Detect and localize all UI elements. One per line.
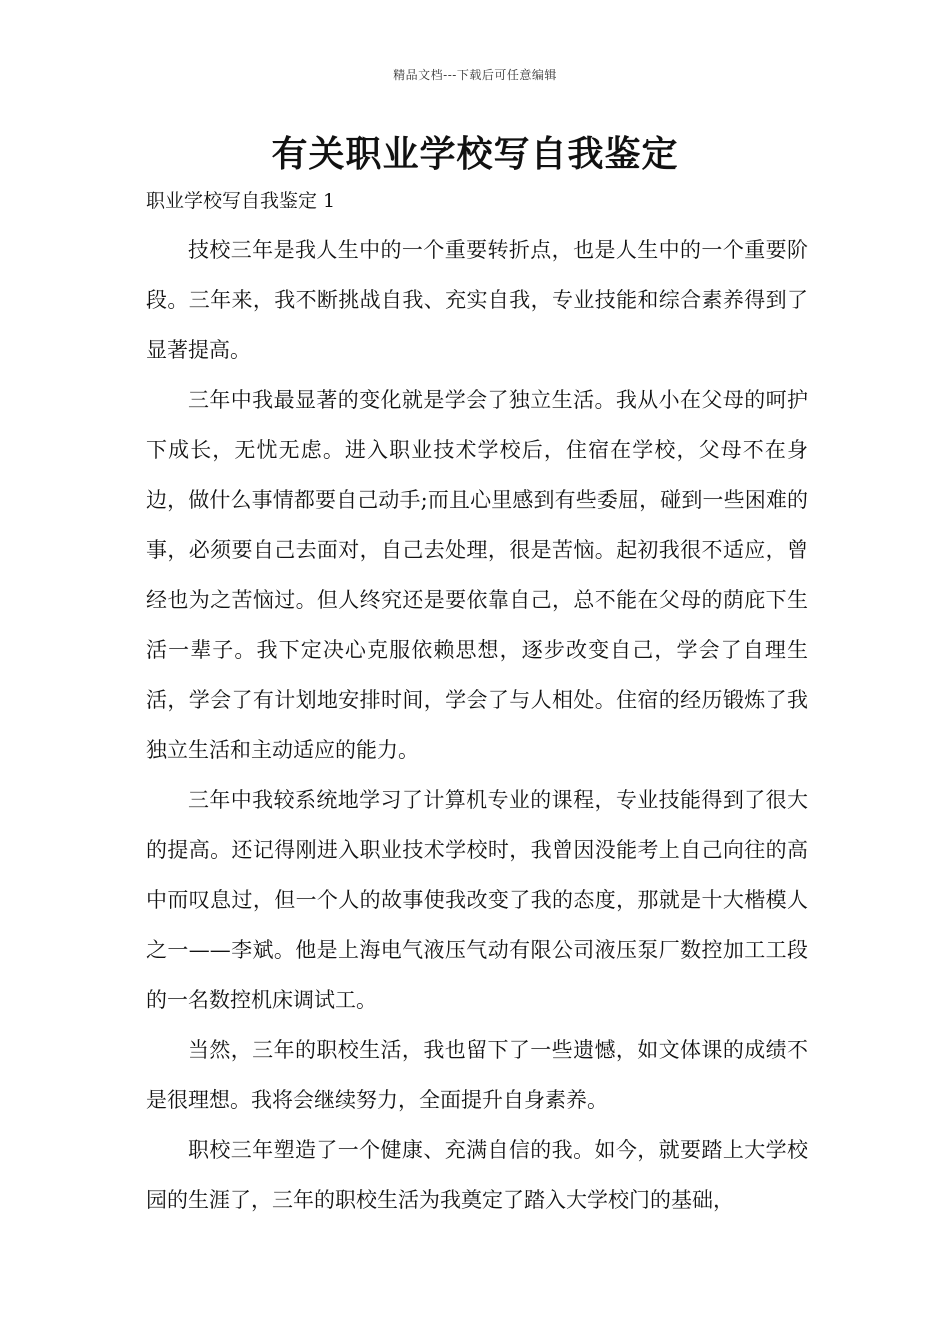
body-text (146, 225, 808, 1225)
page-title: 有关职业学校写自我鉴定 (271, 134, 679, 175)
paragraph: 当然，三年的职校生活，我也留下了一些遗憾，如文体课的成绩不是很理想。我将会继续努力，全面提升自身素养。 (146, 1038, 808, 1112)
paragraph: 技校三年是我人生中的一个重要转折点，也是人生中的一个重要阶段。三年来，我不断挑战自我、充实自我，专业技能和综合素养得到了显著提高。 (146, 238, 808, 362)
paragraph: 三年中我最显著的变化就是学会了独立生活。我从小在父母的呵护下成长，无忧无虑。进入职业技术学校后，住宿在学校，父母不在身边，做什么事情都要自己动手;而且心里感到有些委屈，碰到一些困难的事，必须要自己去面对，自己去处理，很是苦恼。起初我很不适应，曾经也为之苦恼过。但人终究还是要依靠自己，总不能在父母的荫庇下生活一辈子。我下定决心克服依赖思想，逐步改变自己，学会了自理生活，学会了有计划地安排时间，学会了与人相处。住宿的经历锻炼了我独立生活和主动适应的能力。 (146, 388, 808, 762)
header-note: 精品文档---下载后可任意编辑 (393, 68, 557, 82)
paragraph: 三年中我较系统地学习了计算机专业的课程，专业技能得到了很大的提高。还记得刚进入职业技术学校时，我曾因没能考上自己向往的高中而叹息过，但一个人的故事使我改变了我的态度，那就是十大楷模人之一——李斌。他是上海电气液压气动有限公司液压泵厂数控加工工段的一名数控机床调试工。 (146, 788, 808, 1012)
paragraph: 职校三年塑造了一个健康、充满自信的我。如今，就要踏上大学校园的生涯了，三年的职校生活为我奠定了踏入大学校门的基础， (146, 1138, 808, 1212)
section-heading: 职业学校写自我鉴定 1 (146, 190, 336, 212)
